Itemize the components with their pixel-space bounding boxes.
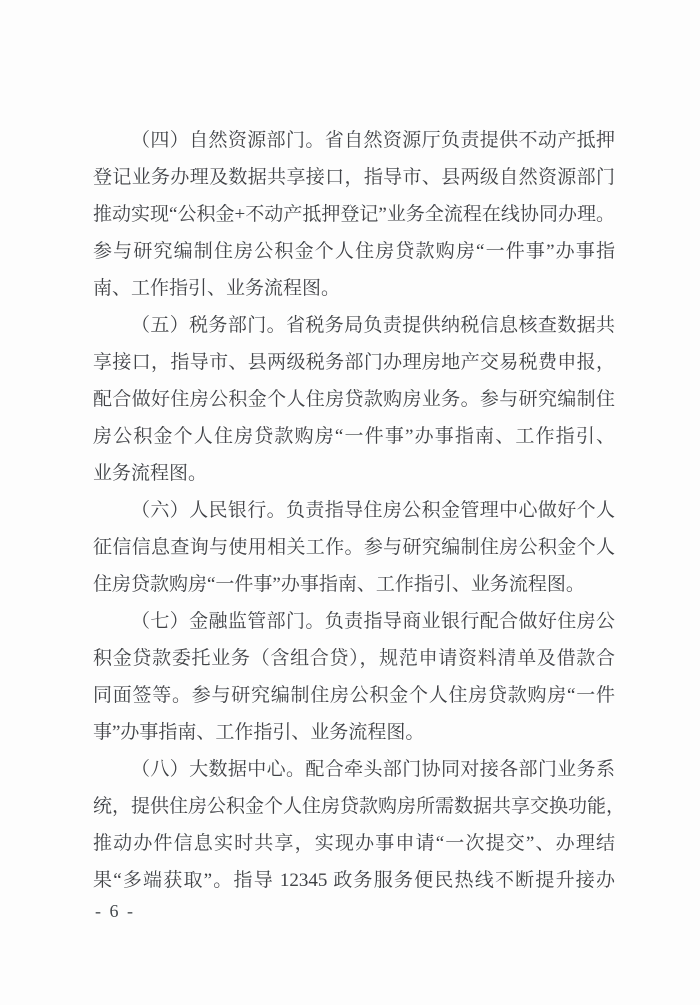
text-line: （八）大数据中心。配合牵头部门协同对接各部门业务系 — [131, 759, 615, 780]
text-line: 推动办件信息实时共享，实现办事申请“一次提交”、办理结 — [93, 833, 615, 854]
paragraph-item-5-taxation — [93, 307, 615, 492]
text-line: 配合做好住房公积金个人住房贷款购房业务。参与研究编制住 — [93, 389, 615, 410]
text-line: 参与研究编制住房公积金个人住房贷款购房“一件事”办事指 — [93, 241, 615, 262]
text-line: （四）自然资源部门。省自然资源厅负责提供不动产抵押 — [131, 130, 615, 151]
text-line: （七）金融监管部门。负责指导商业银行配合做好住房公 — [131, 611, 615, 632]
text-line: 登记业务办理及数据共享接口，指导市、县两级自然资源部门 — [93, 167, 615, 188]
text-line: 征信信息查询与使用相关工作。参与研究编制住房公积金个人 — [93, 537, 615, 558]
document-body — [93, 122, 626, 899]
paragraph-item-7-financial-regulator — [93, 603, 615, 751]
paragraph-item-4-natural-resources — [93, 122, 615, 307]
text-line: 事”办事指南、工作指引、业务流程图。 — [93, 722, 425, 743]
text-line: 推动实现“公积金+不动产抵押登记”业务全流程在线协同办理。 — [93, 204, 615, 225]
text-line: 南、工作指引、业务流程图。 — [93, 278, 341, 299]
text-line: 房公积金个人住房贷款购房“一件事”办事指南、工作指引、 — [93, 426, 615, 447]
text-line: 住房贷款购房“一件事”办事指南、工作指引、业务流程图。 — [93, 574, 585, 595]
text-line: 果“多端获取”。指导 12345 政务服务便民热线不断提升接办 — [93, 870, 615, 891]
page-number: - 6 - — [95, 901, 135, 921]
text-line: 积金贷款委托业务（含组合贷），规范申请资料清单及借款合 — [93, 648, 615, 669]
text-line: 同面签等。参与研究编制住房公积金个人住房贷款购房“一件 — [93, 685, 615, 706]
paragraph-item-6-peoples-bank — [93, 492, 615, 603]
text-line: 业务流程图。 — [93, 463, 208, 484]
text-line: （六）人民银行。负责指导住房公积金管理中心做好个人 — [131, 500, 615, 521]
text-line: 享接口，指导市、县两级税务部门办理房地产交易税费申报， — [93, 352, 615, 373]
text-line: （五）税务部门。省税务局负责提供纳税信息核查数据共 — [131, 315, 615, 336]
paragraph-item-8-big-data-center — [93, 751, 626, 899]
text-line: 统，提供住房公积金个人住房贷款购房所需数据共享交换功能， — [93, 796, 626, 817]
